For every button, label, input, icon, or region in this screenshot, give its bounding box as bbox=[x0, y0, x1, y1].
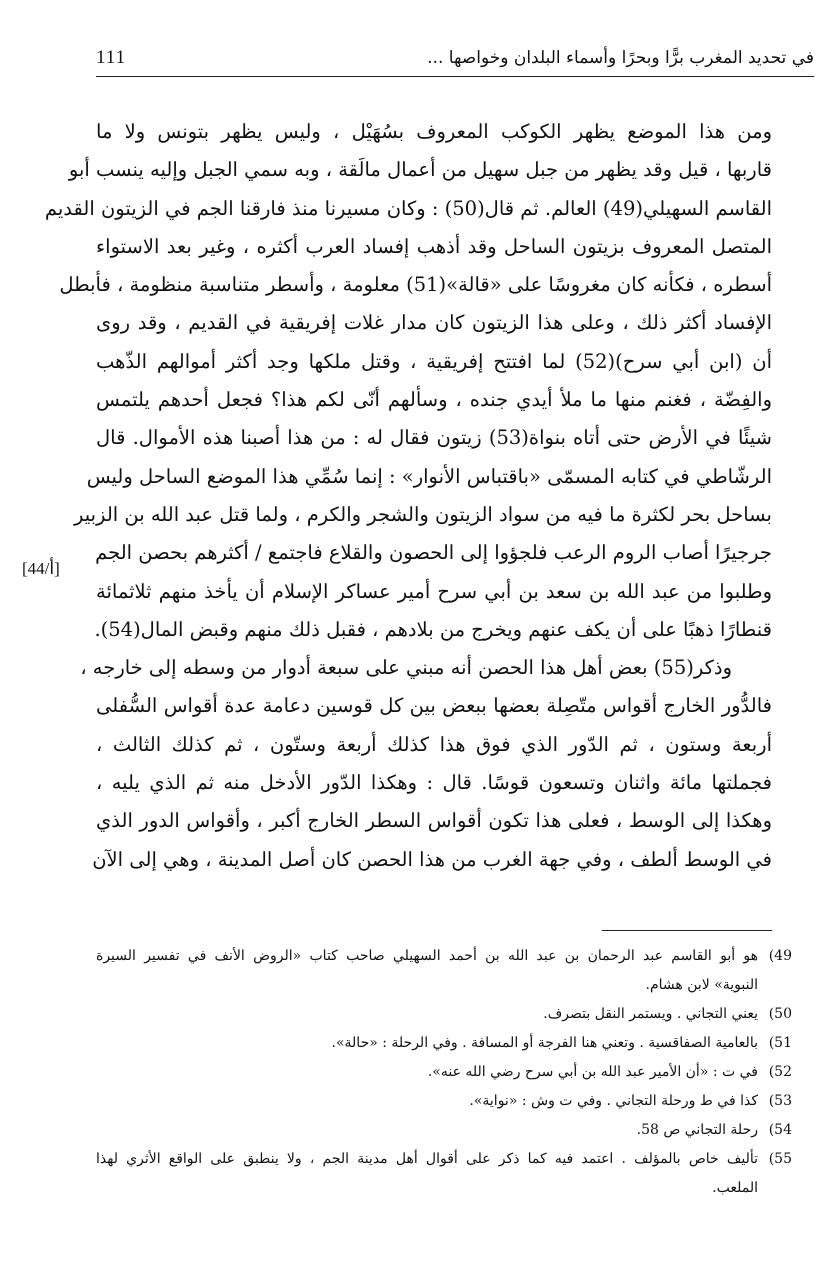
footnote-line: بالعامية الصفاقسية . وتعني هنا الفرجة أو المسافة . وفي الرحلة : «حالة». bbox=[331, 1035, 758, 1051]
footnote-line: في ت : «أن الأمير عبد الله بن أبي سرح رضي الله عنه». bbox=[427, 1064, 758, 1080]
running-head bbox=[96, 40, 814, 77]
footnote-number: 54) bbox=[768, 1122, 792, 1138]
body-text bbox=[44, 113, 772, 879]
body-line: والفِضّة ، فغنم منها ما ملأ أيدي جنده ، وسألهم أنّى لكم هذا؟ فجعل أحدهم يلتمس bbox=[96, 388, 772, 412]
footnote bbox=[96, 1087, 792, 1116]
footnote-divider bbox=[602, 930, 772, 931]
footnote-number: 49) bbox=[768, 948, 792, 964]
footnote bbox=[96, 1145, 792, 1203]
body-line: فالدُّور الخارج أقواس متّصِلة بعضها ببعض بين كل قوسين دعامة عدة أقواس السُّفلى bbox=[96, 694, 772, 718]
body-line: ومن هذا الموضع يظهر الكوكب المعروف بسُهَيْل ، وليس يظهر بتونس ولا ما bbox=[96, 120, 772, 143]
footnote-number: 53) bbox=[768, 1093, 792, 1109]
footnote-line: كذا في ط ورحلة التجاني . وفي ت وش : «نواية». bbox=[469, 1093, 758, 1109]
footnote-number: 52) bbox=[768, 1064, 792, 1080]
body-line: قاربها ، قيل وقد يظهر من جبل سهيل من أعمال مالَقة ، وبه سمي الجبل وإليه ينسب أبو bbox=[68, 158, 772, 182]
body-line: وهكذا إلى الوسط ، فعلى هذا تكون أقواس السطر الخارج أكبر ، وأقواس الدور الذي bbox=[96, 809, 772, 833]
footnote-line: يعني التجاني . ويستمر النقل بتصرف. bbox=[543, 1006, 758, 1022]
body-line: أسطره ، فكأنه كان مغروسًا على «قالة»(51) معلومة ، وأسطر متناسبة منظومة ، فأبطل bbox=[59, 273, 772, 297]
body-line: وطلبوا من عبد الله بن سعد بن أبي سرح أمير عساكر الإسلام أن يأخذ منهم ثلاثمائة bbox=[96, 579, 772, 603]
page-number: 111 bbox=[96, 47, 127, 68]
body-line: المتصل المعروف بزيتون الساحل وقد أذهب إفساد العرب أكثره ، وغير بعد الاستواء bbox=[96, 234, 772, 258]
body-line: قنطارًا ذهبًا على أن يكف عنهم ويخرج من بلادهم ، فقبل ذلك منهم وقبض المال(54). bbox=[94, 617, 772, 641]
footnote bbox=[96, 1029, 792, 1058]
body-line: في الوسط ألطف ، وفي جهة الغرب من هذا الحصن كان أصل المدينة ، وهي إلى الآن bbox=[92, 847, 772, 871]
footnote bbox=[96, 1058, 792, 1087]
body-line: فجملتها مائة واثنان وتسعون قوسًا. قال : وهكذا الدّور الأدخل منه ثم الذي يليه ، bbox=[96, 771, 772, 795]
body-line: أربعة وستون ، ثم الدّور الذي فوق هذا كذلك أربعة وستّون ، ثم كذلك الثالث ، bbox=[96, 732, 772, 756]
body-line: أن (ابن أبي سرح)(52) لما افتتح إفريقية ، وقتل ملكها وجد أكثر أموالهم الذّهب bbox=[96, 349, 772, 373]
footnote-line: تأليف خاص بالمؤلف . اعتمد فيه كما ذكر على أقوال أهل مدينة الجم ، ولا ينطبق على الواقع الأثري لهذا bbox=[96, 1151, 758, 1167]
body-line: وذكر(55) بعض أهل هذا الحصن أنه مبني على سبعة أدوار من وسطه إلى خارجه ، bbox=[80, 656, 732, 680]
footnote-number: 50) bbox=[768, 1006, 792, 1022]
body-line: الإفساد أكثر ذلك ، وعلى هذا الزيتون كان مدار غلات إفريقية في القديم ، وقد روى bbox=[96, 311, 772, 335]
body-line: بساحل بحر لكثرة ما فيه من سواد الزيتون والشجر والكرم ، ولما قتل عبد الله بن الزبير bbox=[73, 502, 772, 526]
body-line: القاسم السهيلي(49) العالم. ثم قال(50) : وكان مسيرنا منذ فارقنا الجم في الزيتون القديم bbox=[44, 196, 772, 220]
footnote bbox=[96, 942, 792, 1000]
manuscript-folio-marker: [44/أ] bbox=[22, 559, 60, 578]
footnote-line: هو أبو القاسم عبد الرحمان بن عبد الله بن أحمد السهيلي صاحب كتاب «الروض الأنف في تفسير السيرة bbox=[96, 948, 758, 964]
body-line: الرشّاطي في كتابه المسمّى «باقتباس الأنوار» : إنما سُمِّي هذا الموضع الساحل وليس bbox=[86, 464, 772, 488]
footnote-line: الملعب. bbox=[712, 1180, 758, 1196]
body-line: جرجيرًا أصاب الروم الرعب فلجؤوا إلى الحصون والقلاع فاجتمع / أكثرهم بحصن الجم bbox=[95, 541, 772, 565]
footnote-number: 55) bbox=[768, 1151, 792, 1167]
footnote-line: رحلة التجاني ص 58. bbox=[636, 1122, 758, 1138]
footnote bbox=[96, 1000, 792, 1029]
running-title: في تحديد المغرب برًّا وبحرًا وأسماء البلدان وخواصها ... bbox=[427, 48, 814, 68]
footnotes bbox=[96, 942, 792, 1203]
footnote bbox=[96, 1116, 792, 1145]
footnote-line: النبوية» لابن هشام. bbox=[645, 977, 758, 993]
body-line: شيئًا في الأرض حتى أتاه بنواة(53) زيتون فقال له : من هذا أصبنا هذه الأموال. قال bbox=[96, 426, 772, 450]
footnote-number: 51) bbox=[768, 1035, 792, 1051]
